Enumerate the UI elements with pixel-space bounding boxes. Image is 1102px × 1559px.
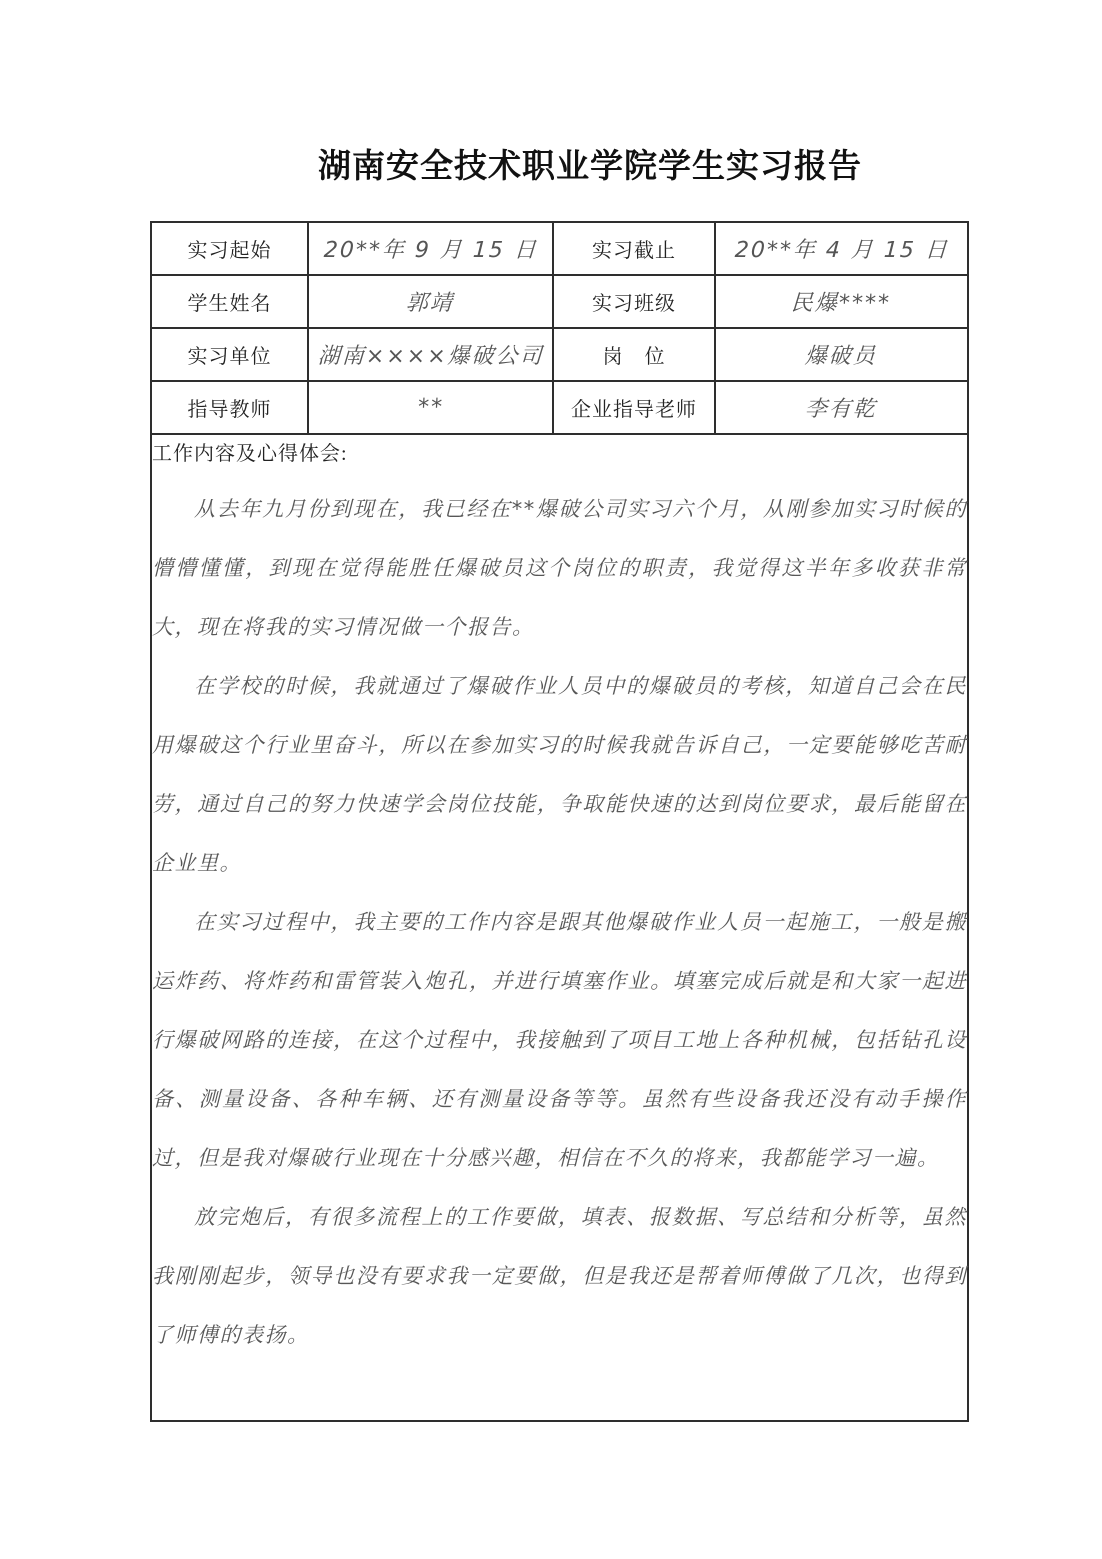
table-row: [151, 222, 968, 275]
essay-paragraph-3: 在实习过程中，我主要的工作内容是跟其他爆破作业人员一起施工，一般是搬运炸药、将炸药和雷管装入炮孔，并进行填塞作业。填塞完成后就是和大家一起进行爆破网路的连接，在这个过程中，我接触到了项目工地上各种机械，包括钻孔设备、测量设备、各种车辆、还有测量设备等等。虽然有些设备我还没有动手操作过，但是我对爆破行业现在十分感兴趣，相信在不久的将来，我都能学习一遍。: [152, 910, 967, 1170]
field-value-enterprise-teacher: 李有乾: [804, 397, 879, 422]
table-row: [151, 275, 968, 328]
field-label-class: 实习班级: [553, 275, 715, 328]
work-content-cell: [151, 434, 968, 1421]
field-value-internship-unit: 湖南××××爆破公司: [316, 344, 544, 369]
field-label-internship-unit: 实习单位: [151, 328, 308, 381]
table-row: [151, 381, 968, 434]
field-label-enterprise-teacher: 企业指导老师: [553, 381, 715, 434]
table-row: [151, 434, 968, 1421]
table-row: [151, 328, 968, 381]
internship-form-table: [150, 221, 969, 1422]
section-label-work-content: 工作内容及心得体会:: [152, 443, 348, 465]
field-value-guidance-teacher: **: [416, 395, 445, 420]
essay-paragraph-4: 放完炮后，有很多流程上的工作要做，填表、报数据、写总结和分析等，虽然我刚刚起步，领导也没有要求我一定要做，但是我还是帮着师傅做了几次，也得到了师傅的表扬。: [152, 1205, 967, 1347]
field-label-guidance-teacher: 指导教师: [151, 381, 308, 434]
page-title: 湖南安全技术职业学院学生实习报告: [318, 149, 862, 185]
field-value-internship-end: 20**年 4 月 15 日: [733, 238, 950, 263]
field-label-position: 岗 位: [553, 328, 715, 381]
field-value-student-name: 郭靖: [405, 291, 456, 316]
field-value-class: 民爆****: [790, 291, 893, 316]
essay-paragraph-2: 在学校的时候，我就通过了爆破作业人员中的爆破员的考核，知道自己会在民用爆破这个行业里奋斗，所以在参加实习的时候我就告诉自己，一定要能够吃苦耐劳，通过自己的努力快速学会岗位技能，争取能快速的达到岗位要求，最后能留在企业里。: [152, 674, 967, 875]
field-label-student-name: 学生姓名: [151, 275, 308, 328]
essay-paragraph-1: 从去年九月份到现在，我已经在**爆破公司实习六个月，从刚参加实习时候的懵懵懂懂，到现在觉得能胜任爆破员这个岗位的职责，我觉得这半年多收获非常大，现在将我的实习情况做一个报告。: [152, 497, 967, 639]
essay-body: [152, 480, 967, 1365]
field-value-internship-start: 20**年 9 月 15 日: [322, 238, 539, 263]
field-value-position: 爆破员: [804, 344, 879, 369]
field-label-internship-start: 实习起始: [151, 222, 308, 275]
field-label-internship-end: 实习截止: [553, 222, 715, 275]
